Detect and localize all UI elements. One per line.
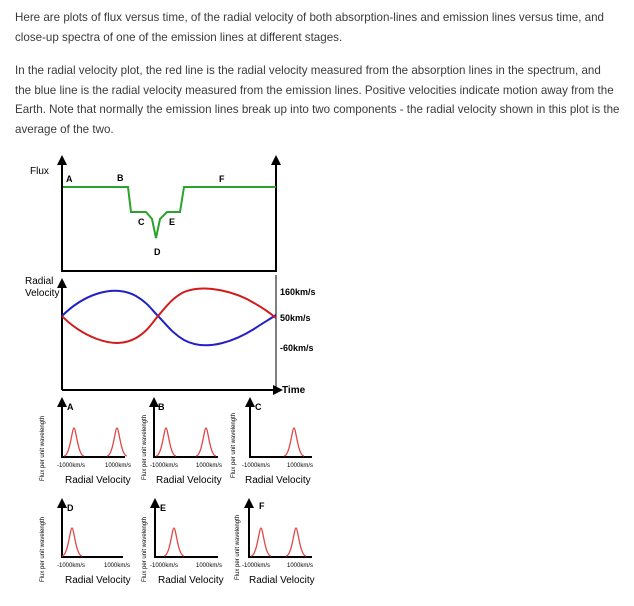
spectrum-c-tick-left: -1000km/s bbox=[242, 463, 271, 469]
spectrum-panel-b bbox=[142, 402, 222, 486]
spectrum-f-tick-left: -1000km/s bbox=[242, 563, 271, 569]
spectrum-f-y-label: Flux per unit wavelength bbox=[235, 514, 241, 580]
spectrum-e-y-label: Flux per unit wavelength bbox=[142, 516, 148, 582]
spectrum-f-line-left bbox=[251, 528, 271, 556]
radial-velocity-plot bbox=[25, 275, 316, 396]
rv-y-label-line2: Velocity bbox=[25, 288, 60, 299]
spectrum-e-x-label: Radial Velocity bbox=[158, 575, 224, 586]
flux-point-a: A bbox=[66, 174, 73, 184]
spectrum-d-tick-right: 1000km/s bbox=[104, 563, 131, 569]
spectrum-panel-d bbox=[40, 503, 131, 586]
spectrum-d-label: D bbox=[67, 503, 74, 513]
flux-point-e: E bbox=[169, 217, 176, 227]
flux-plot bbox=[30, 160, 276, 272]
flux-point-f: F bbox=[219, 174, 225, 184]
spectrum-b-label: B bbox=[158, 402, 165, 412]
spectrum-panel-e bbox=[142, 503, 224, 586]
spectrum-b-y-label: Flux per unit wavelength bbox=[142, 414, 148, 480]
rv-y-label-line1: Radial bbox=[25, 276, 54, 287]
spectrum-c-tick-right: 1000km/s bbox=[287, 463, 314, 469]
spectrum-e-tick-left: -1000km/s bbox=[150, 563, 179, 569]
spectrum-c-x-label: Radial Velocity bbox=[245, 475, 311, 486]
spectrum-b-tick-right: 1000km/s bbox=[196, 463, 223, 469]
spectrum-a-line-right bbox=[107, 428, 127, 456]
spectrum-d-y-label: Flux per unit wavelength bbox=[40, 516, 46, 582]
spectrum-panel-a bbox=[40, 402, 131, 486]
spectrum-e-line bbox=[164, 528, 184, 556]
spectrum-f-label: F bbox=[259, 501, 265, 511]
spectrum-a-tick-left: -1000km/s bbox=[57, 463, 86, 469]
spectrum-a-label: A bbox=[67, 402, 74, 412]
spectrum-b-line-right bbox=[196, 428, 216, 456]
flux-y-label: Flux bbox=[30, 166, 49, 177]
spectrum-d-tick-left: -1000km/s bbox=[57, 563, 86, 569]
spectrum-d-line bbox=[62, 528, 82, 556]
spectrum-b-tick-left: -1000km/s bbox=[150, 463, 179, 469]
spectrum-e-tick-right: 1000km/s bbox=[196, 563, 223, 569]
spectrum-c-y-label: Flux per unit wavelength bbox=[231, 412, 237, 478]
spectrum-f-line-right bbox=[286, 528, 306, 556]
spectrum-c-line bbox=[284, 428, 304, 456]
spectrum-d-x-label: Radial Velocity bbox=[65, 575, 131, 586]
flux-curve bbox=[63, 187, 276, 238]
spectrum-b-x-label: Radial Velocity bbox=[156, 475, 222, 486]
flux-point-c: C bbox=[138, 217, 145, 227]
spectrum-f-tick-right: 1000km/s bbox=[287, 563, 314, 569]
intro-paragraph: Here are plots of flux versus time, of the radial velocity of both absorption-lines and emission lines versus time, and close-up spectra of one of the emission lines at different stages. bbox=[15, 11, 604, 44]
spectrum-a-tick-right: 1000km/s bbox=[105, 463, 132, 469]
spectrum-panel-c bbox=[231, 402, 313, 486]
spectrum-a-y-label: Flux per unit wavelength bbox=[40, 415, 46, 481]
spectrum-e-label: E bbox=[160, 503, 167, 513]
rv-level-minus60: -60km/s bbox=[280, 343, 314, 353]
rv-level-160: 160km/s bbox=[280, 287, 316, 297]
spectrum-a-line-left bbox=[64, 428, 84, 456]
explanation-paragraph: In the radial velocity plot, the red line is the radial velocity measured from the absorption lines in the spectrum, and the blue line is the radial velocity measured from the emission lines. Positive velocities indicate motion away from the Earth. Note that normally the emission lines break up into two components - the radial velocity shown in this plot is the average of the two. bbox=[15, 64, 620, 136]
rv-x-label: Time bbox=[282, 385, 306, 396]
rv-level-50: 50km/s bbox=[280, 313, 311, 323]
spectrum-a-x-label: Radial Velocity bbox=[65, 475, 131, 486]
spectrum-f-x-label: Radial Velocity bbox=[249, 575, 315, 586]
spectrum-b-line-left bbox=[156, 428, 176, 456]
flux-point-b: B bbox=[117, 173, 124, 183]
spectrum-c-label: C bbox=[255, 402, 262, 412]
flux-point-d: D bbox=[154, 247, 161, 257]
spectrum-panel-f bbox=[235, 501, 315, 586]
